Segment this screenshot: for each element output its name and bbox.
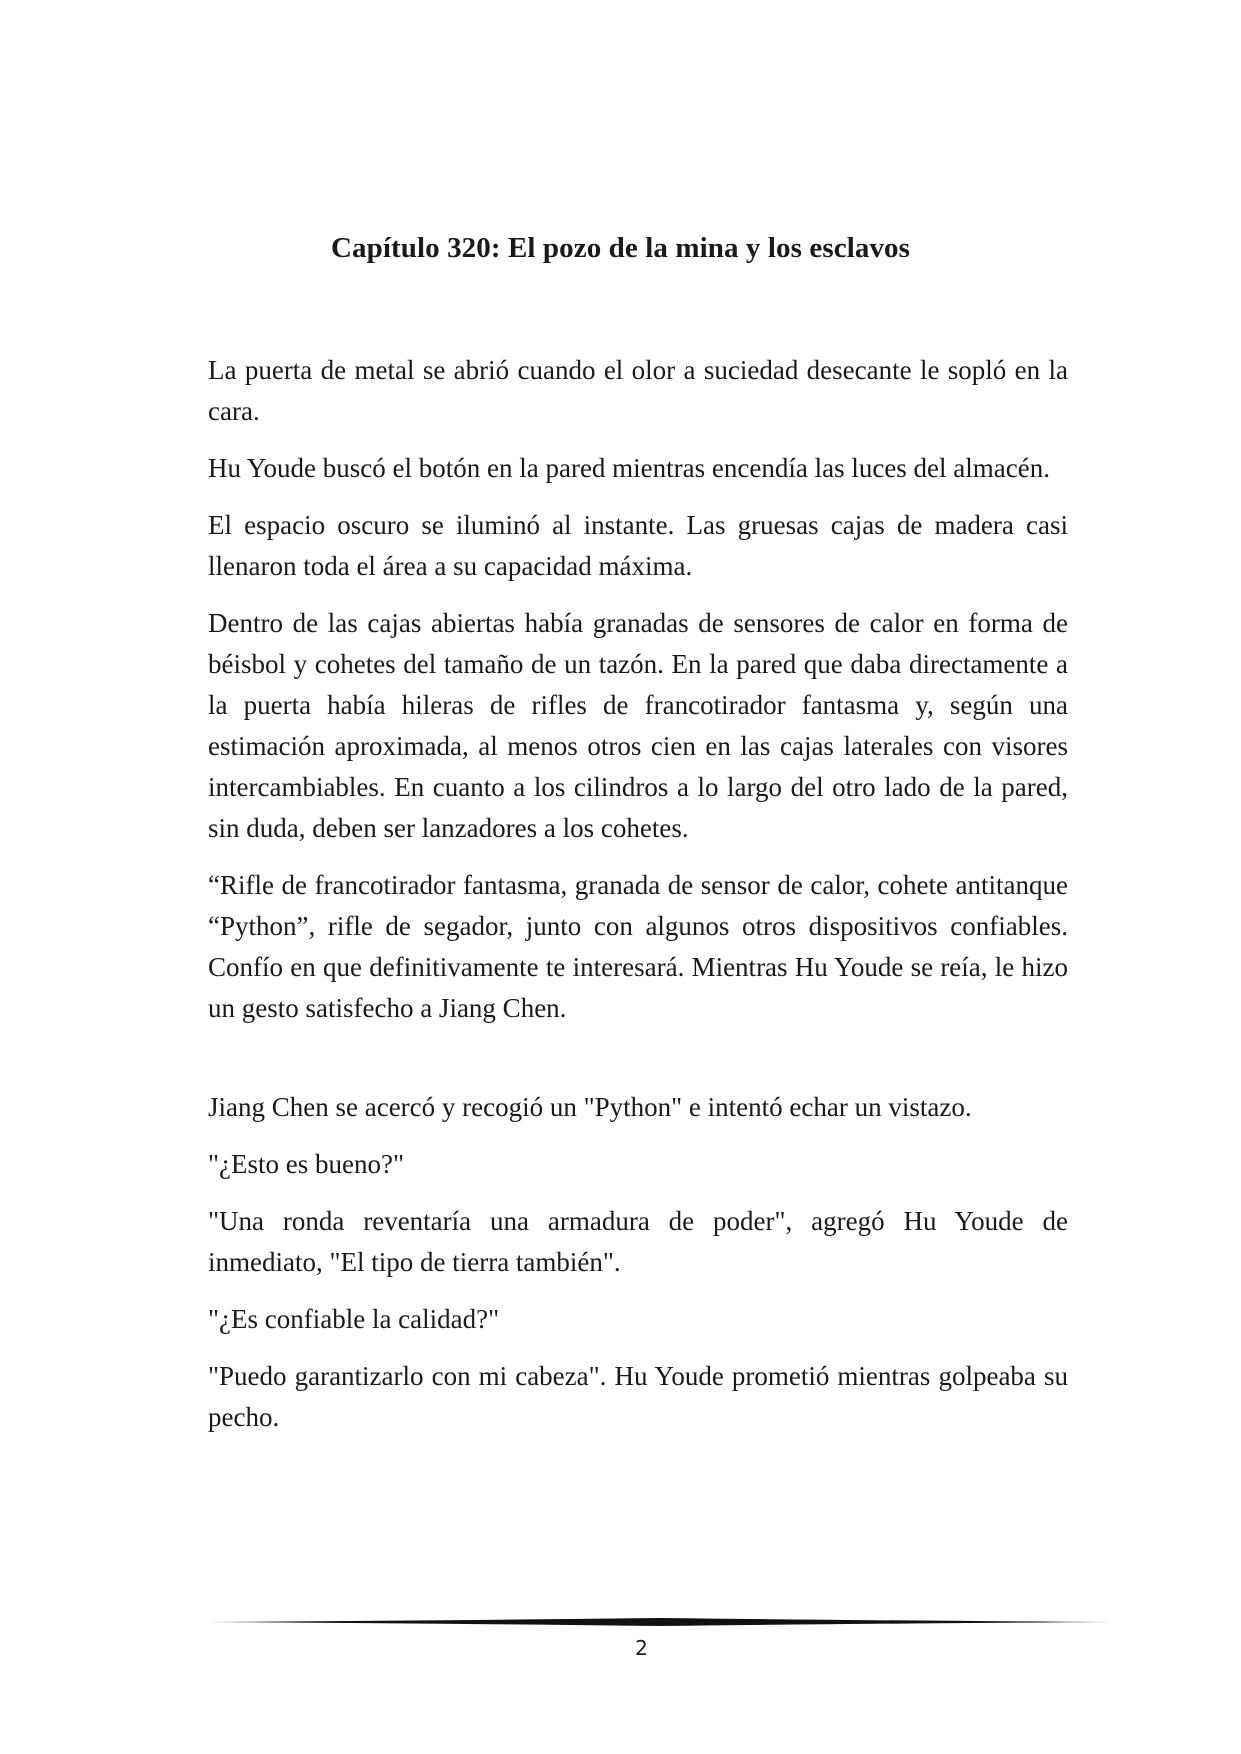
page-number: 2 <box>635 1636 648 1660</box>
paragraph: “Rifle de francotirador fantasma, granada de sensor de calor, cohete antitanque “Python”, rifle de segador, junto con algunos otros dispositivos confiables. Confío en que definitivamente te interesará. Mientras Hu Youde se reía, le hizo un gesto satisfecho a Jiang Chen. <box>208 870 1068 1023</box>
chapter-title: Capítulo 320: El pozo de la mina y los esclavos <box>330 232 911 264</box>
paragraph: "¿Esto es bueno?" <box>208 1149 404 1179</box>
paragraph: "Una ronda reventaría una armadura de poder", agregó Hu Youde de inmediato, "El tipo de tierra también". <box>208 1206 1068 1277</box>
chapter-body <box>208 350 1068 1454</box>
footer-divider <box>208 1617 1112 1627</box>
paragraph: La puerta de metal se abrió cuando el olor a suciedad desecante le sopló en la cara. <box>208 355 1068 426</box>
paragraph: "¿Es confiable la calidad?" <box>208 1304 500 1334</box>
paragraph: El espacio oscuro se iluminó al instante. Las gruesas cajas de madera casi llenaron toda el área a su capacidad máxima. <box>208 510 1068 581</box>
paragraph: Hu Youde buscó el botón en la pared mientras encendía las luces del almacén. <box>208 453 1050 483</box>
paragraph: "Puedo garantizarlo con mi cabeza". Hu Youde prometió mientras golpeaba su pecho. <box>208 1361 1068 1432</box>
paragraph: Dentro de las cajas abiertas había granadas de sensores de calor en forma de béisbol y cohetes del tamaño de un tazón. En la pared que daba directamente a la puerta había hileras de rifles de francotirador fantasma y, según una estimación aproximada, al menos otros cien en las cajas laterales con visores intercambiables. En cuanto a los cilindros a lo largo del otro lado de la pared, sin duda, deben ser lanzadores a los cohetes. <box>208 608 1068 843</box>
paragraph: Jiang Chen se acercó y recogió un "Python" e intentó echar un vistazo. <box>208 1092 972 1122</box>
